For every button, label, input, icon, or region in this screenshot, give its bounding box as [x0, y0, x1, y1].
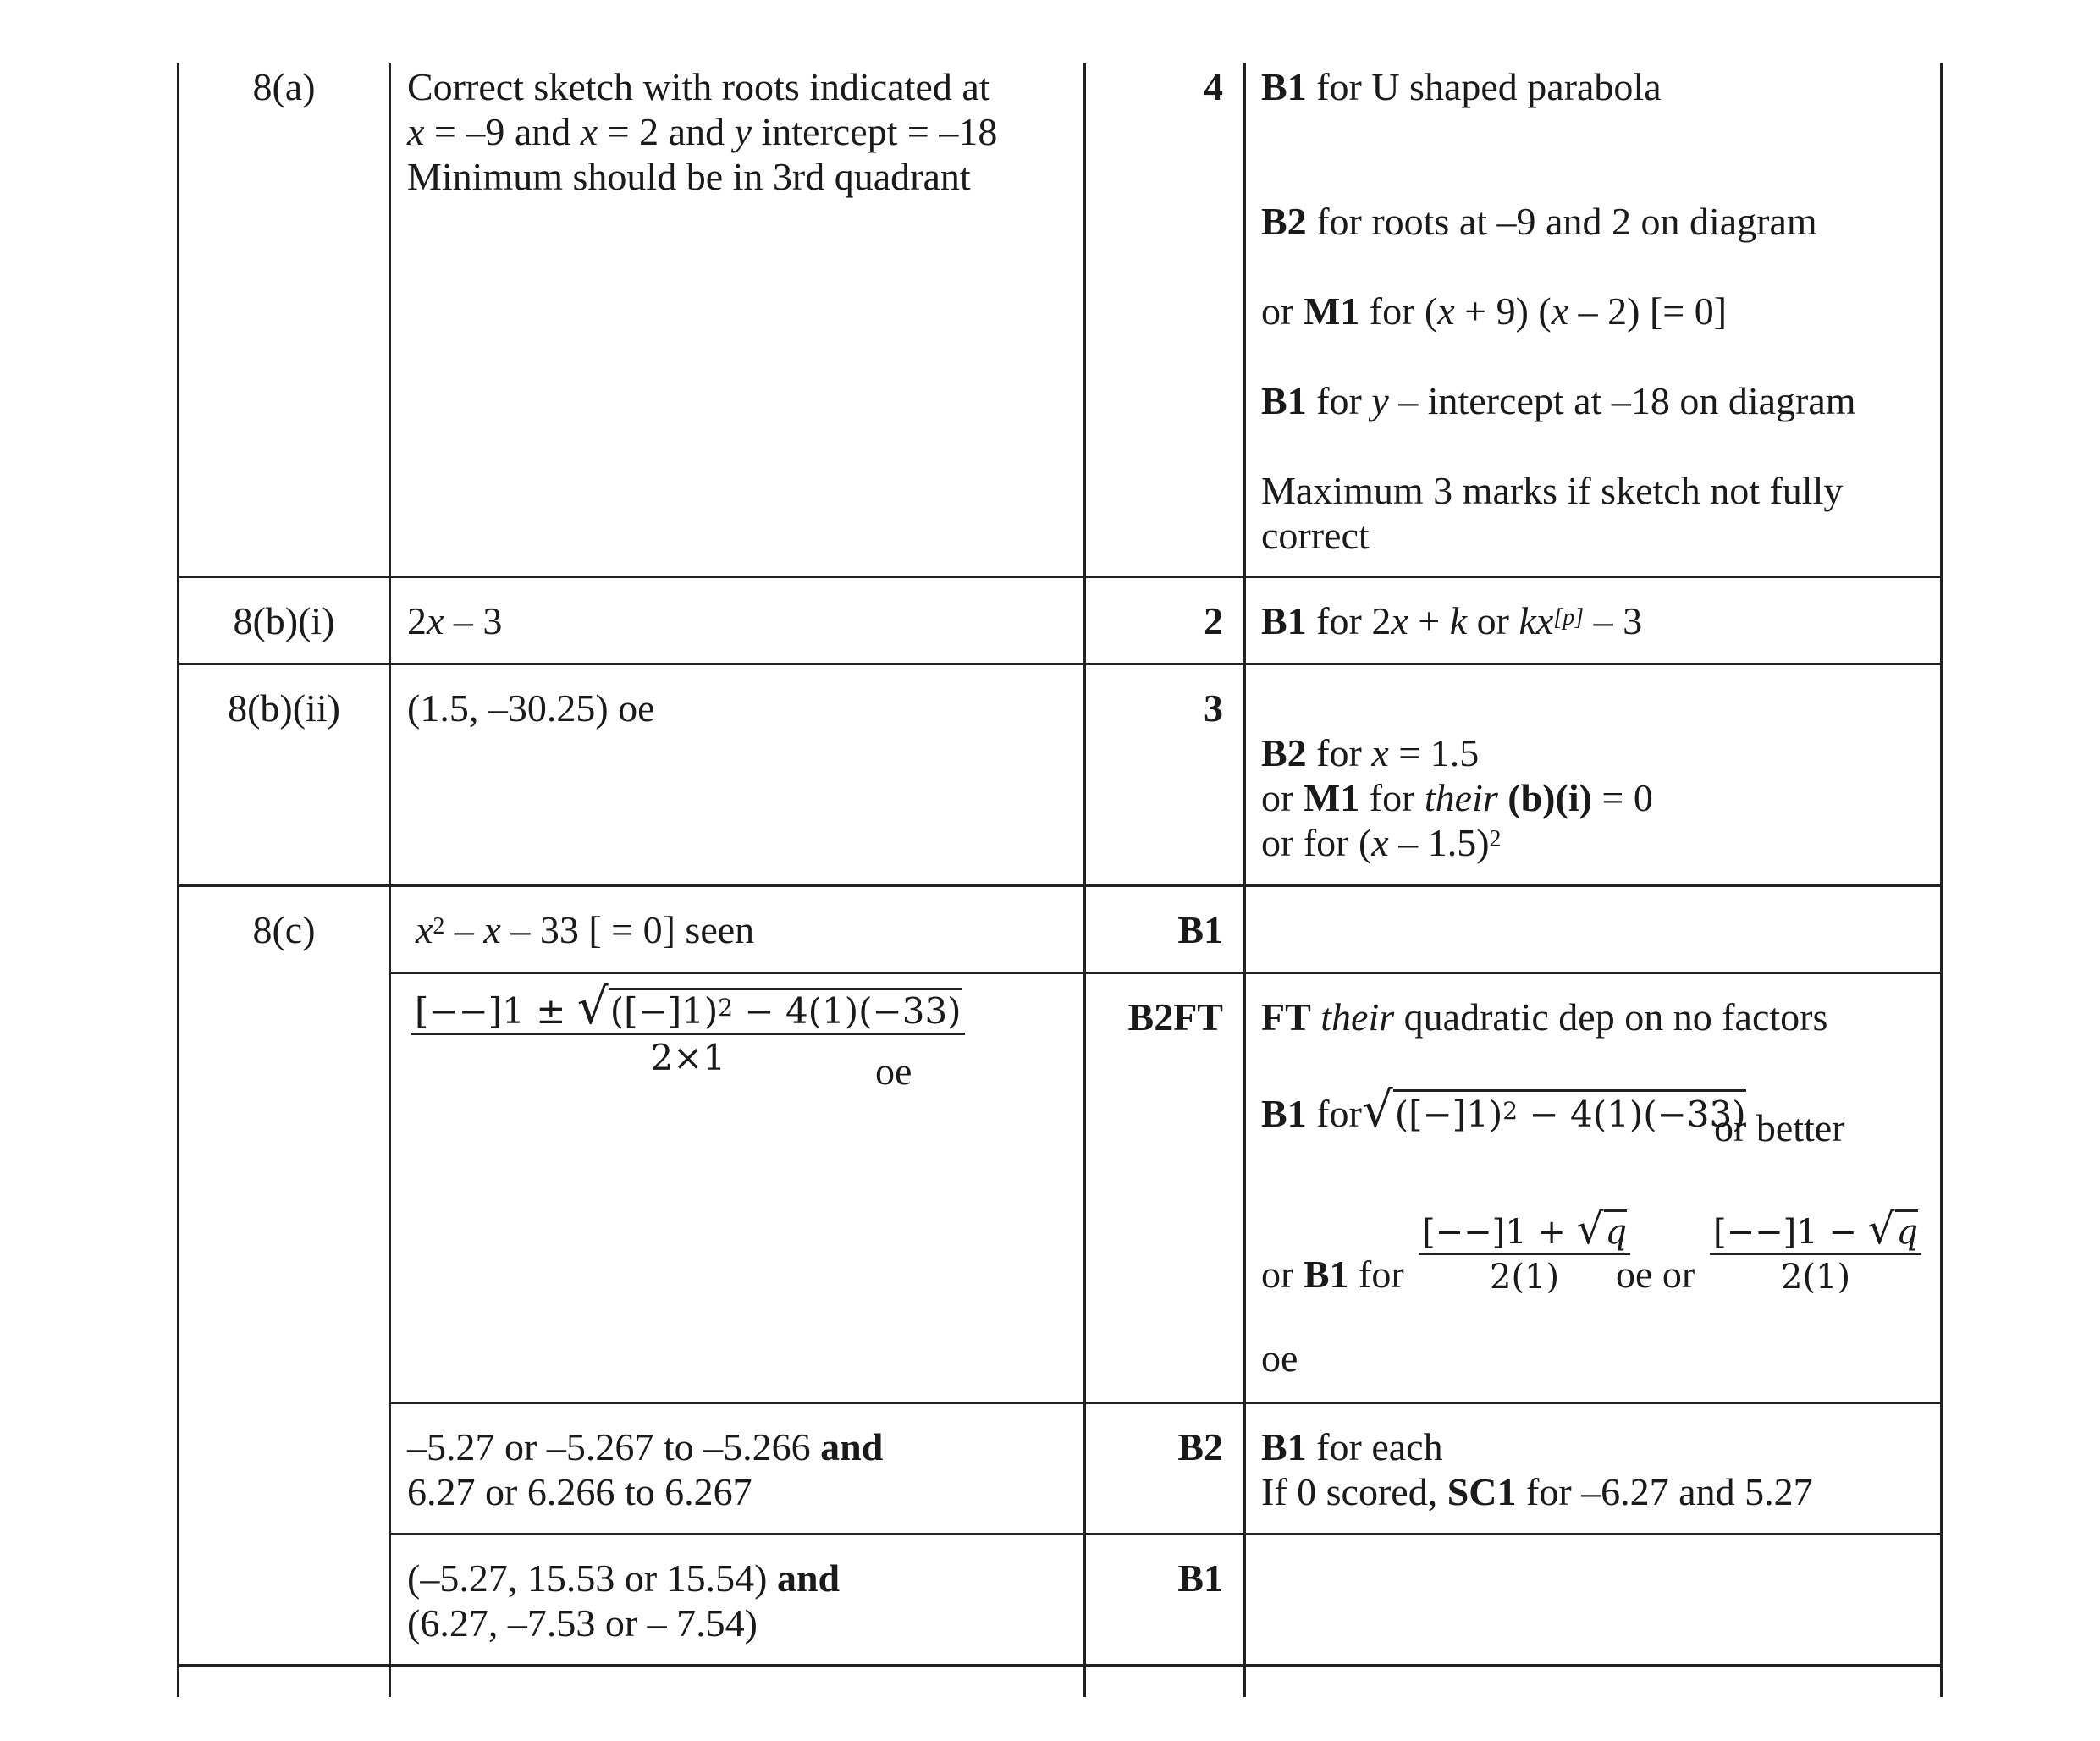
- guidance-8c-fraction-minus: $\frac{[--]1 - √q}{2(1)}$: [1710, 1209, 1921, 1297]
- answer-8c-points-line1: (–5.27, 15.53 or 15.54) and: [407, 1556, 841, 1600]
- table-border-bottom: [177, 1664, 1943, 1667]
- guidance-8c-oe: oe: [1261, 1336, 1298, 1380]
- answer-8bii: (1.5, –30.25) oe: [407, 686, 655, 730]
- row-divider-c2: [389, 1402, 1943, 1404]
- guidance-8bii-line2: or M1 for their (b)(i) = 0: [1261, 776, 1653, 819]
- guidance-8c-roots-line2: If 0 scored, SC1 for –6.27 and 5.27: [1261, 1470, 1813, 1513]
- marks-8c-4: B1: [1177, 1556, 1223, 1600]
- column-divider-question: [389, 63, 391, 1697]
- answer-8c-points-line2: (6.27, –7.53 or – 7.54): [407, 1601, 758, 1645]
- guidance-8c-fraction-plus: $\frac{[--]1 + √q}{2(1)}$: [1419, 1209, 1630, 1297]
- row-divider-bi-bii: [177, 663, 1943, 665]
- answer-8bi: 2x – 3: [407, 599, 503, 642]
- row-divider-c1: [389, 972, 1943, 974]
- guidance-8c-or-better: or better: [1714, 1106, 1845, 1149]
- question-number-8a: 8(a): [252, 65, 316, 108]
- answer-8c-roots-line1: –5.27 or –5.267 to –5.266 and: [407, 1425, 884, 1468]
- guidance-8bii-line3: or for (x – 1.5)$^2$: [1261, 821, 1502, 864]
- answer-8a-line1: Correct sketch with roots indicated at: [407, 65, 990, 108]
- marks-8bii: 3: [1204, 686, 1223, 730]
- guidance-8c-roots-line1: B1 for each: [1261, 1425, 1443, 1468]
- table-border-left: [177, 63, 179, 1697]
- marks-8bi: 2: [1204, 599, 1223, 642]
- guidance-8a-line3: or M1 for (x + 9) (x – 2) [= 0]: [1261, 289, 1728, 333]
- guidance-8a-line1: B1 for U shaped parabola: [1261, 65, 1662, 108]
- guidance-8c-discriminant: B1 $for√([-]1)^2 - 4(1)(-33)$: [1261, 1081, 1746, 1138]
- guidance-8a-line5: Maximum 3 marks if sketch not fully: [1261, 469, 1844, 512]
- answer-8c-equation: $x^2$ – x – 33 [ = 0] seen: [416, 908, 755, 951]
- row-divider-bii-c: [177, 884, 1943, 887]
- row-divider-a-bi: [177, 576, 1943, 578]
- answer-8c-roots-line2: 6.27 or 6.266 to 6.267: [407, 1470, 752, 1513]
- question-number-8bii: 8(b)(ii): [228, 686, 340, 730]
- guidance-8a-line6: correct: [1261, 514, 1370, 557]
- column-divider-marks: [1243, 63, 1246, 1697]
- guidance-8c-oe-or: oe or: [1616, 1253, 1695, 1296]
- formula-fraction: $\frac{[--]1 \pm √([-]1)^2 - 4(1)(-33)}{2\times 1}$: [411, 985, 965, 1079]
- answer-8a-line3: Minimum should be in 3rd quadrant: [407, 155, 971, 198]
- guidance-8bii-line1: B2 for x = 1.5: [1261, 731, 1480, 774]
- marks-8c-3: B2: [1177, 1425, 1223, 1468]
- marks-8c-1: B1: [1177, 908, 1223, 951]
- guidance-8a-line2: B2 for roots at –9 and 2 on diagram: [1261, 200, 1817, 243]
- sqrt-radicand: $([-]1)^2 - 4(1)(-33)$: [609, 988, 962, 1033]
- table-border-right: [1940, 63, 1943, 1697]
- guidance-8a-line4: B1 for y – intercept at –18 on diagram: [1261, 379, 1856, 422]
- guidance-8c-ft: FT their quadratic dep on no factors: [1261, 995, 1828, 1039]
- guidance-8bi: B1 for 2x + k or kx[p] – 3: [1261, 599, 1643, 642]
- marks-8c-2: B2FT: [1127, 995, 1223, 1039]
- question-number-8bi: 8(b)(i): [233, 599, 335, 642]
- answer-8a-line2: x = –9 and x = 2 and y intercept = –18: [407, 110, 998, 153]
- answer-8c-formula-oe: oe: [875, 1050, 912, 1093]
- guidance-8c-or-b1: or B1 for: [1261, 1253, 1404, 1296]
- question-number-8c: 8(c): [252, 908, 316, 951]
- row-divider-c3: [389, 1533, 1943, 1535]
- marks-8a: 4: [1204, 65, 1223, 108]
